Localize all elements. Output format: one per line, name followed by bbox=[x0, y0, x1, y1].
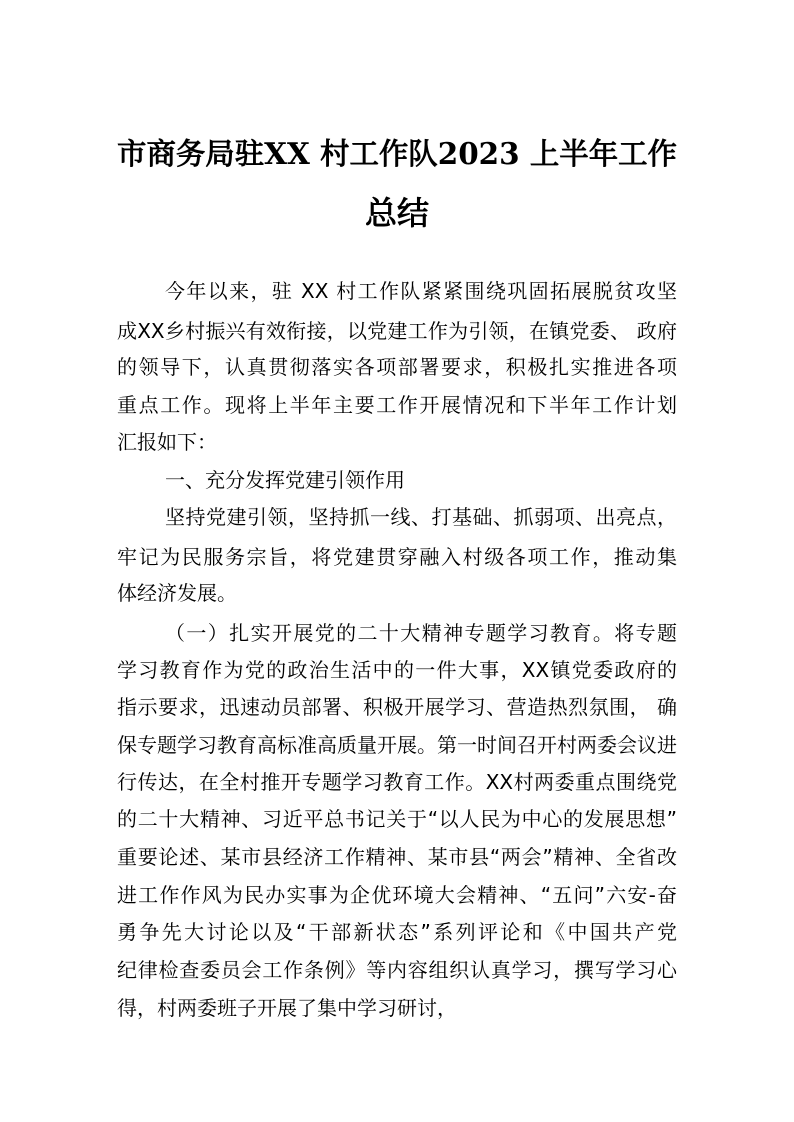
paragraph-line: 学习教育作为党的政治生活中的一件大事，XX镇党委政府的 bbox=[117, 658, 677, 682]
paragraph-line: 行传达，在全村推开专题学习教育工作。XX村两委重点围绕党 bbox=[117, 770, 677, 794]
document-title-line-1: 市商务局驻XX 村工作队2023 上半年工作 bbox=[117, 136, 677, 171]
paragraph-line: 的二十大精神、习近平总书记关于“以人民为中心的发展思想” bbox=[117, 807, 677, 831]
document-title-line-2: 总结 bbox=[364, 194, 429, 232]
paragraph-line: 进工作作风为民办实事为企优环境大会精神、“五问”六安-奋 bbox=[117, 883, 677, 907]
paragraph-line: 指示要求，迅速动员部署、积极开展学习、营造热烈氛围， 确 bbox=[117, 695, 677, 719]
paragraph-line: 坚持党建引领，坚持抓一线、打基础、抓弱项、出亮点， bbox=[165, 505, 677, 529]
section-heading: 一、充分发挥党建引领作用 bbox=[165, 468, 405, 492]
paragraph-line: 得，村两委班子开展了集中学习研讨， bbox=[117, 996, 457, 1020]
paragraph-line: 的领导下，认真贯彻落实各项部署要求，积极扎实推进各项 bbox=[117, 355, 677, 379]
paragraph-line: （一）扎实开展党的二十大精神专题学习教育。将专题 bbox=[165, 621, 677, 645]
paragraph-line: 保专题学习教育高标准高质量开展。第一时间召开村两委会议进 bbox=[117, 733, 677, 757]
paragraph-line: 纪律检查委员会工作条例》等内容组织认真学习，撰写学习心 bbox=[117, 958, 677, 982]
paragraph-line: 重要论述、某市县经济工作精神、某市县“两会”精神、全省改 bbox=[117, 845, 677, 869]
paragraph-line: 今年以来，驻 XX 村工作队紧紧围绕巩固拓展脱贫攻坚 bbox=[165, 279, 677, 303]
paragraph-line: 汇报如下： bbox=[117, 430, 217, 454]
paragraph-line: 成XX乡村振兴有效衔接，以党建工作为引领，在镇党委、 政府 bbox=[117, 319, 677, 343]
paragraph-line: 勇争先大讨论以及“干部新状态”系列评论和《中国共产党 bbox=[117, 920, 677, 944]
paragraph-line: 重点工作。现将上半年主要工作开展情况和下半年工作计划 bbox=[117, 393, 677, 417]
paragraph-line: 体经济发展。 bbox=[117, 581, 237, 605]
paragraph-line: 牢记为民服务宗旨，将党建贯穿融入村级各项工作，推动集 bbox=[117, 545, 677, 569]
